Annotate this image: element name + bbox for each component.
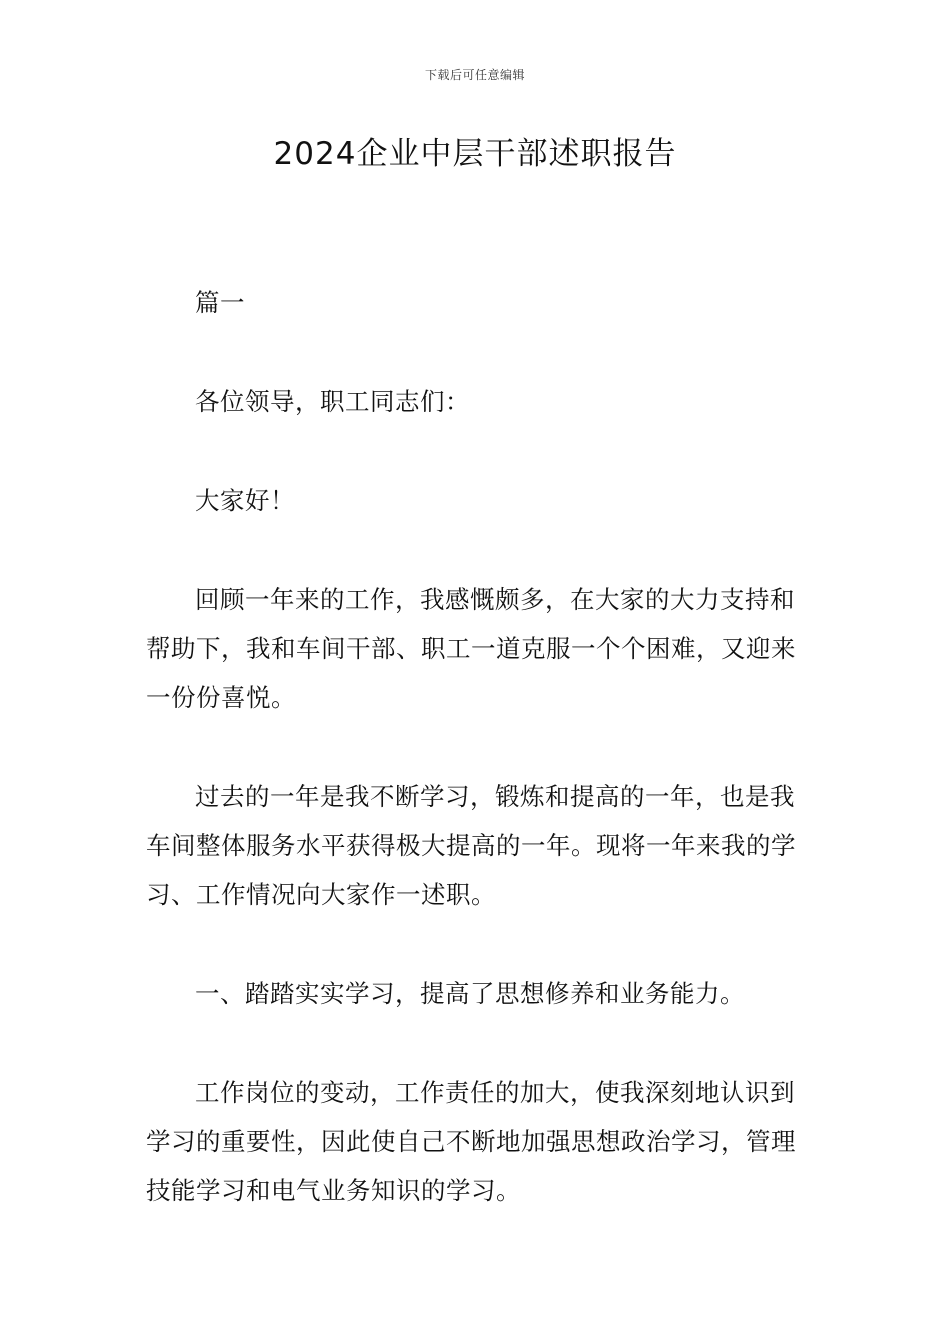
header-note: 下载后可任意编辑	[424, 68, 525, 82]
paragraph-salutation: 各位领导，职工同志们：	[195, 387, 470, 416]
paragraph-past-year: 过去的一年是我不断学习，锻炼和提高的一年，也是我车间整体服务水平获得极大提高的一年。现将一年来我的学习、工作情况向大家作一述职。	[146, 782, 796, 909]
paragraph-greeting: 大家好！	[195, 486, 295, 515]
paragraph-study: 工作岗位的变动，工作责任的加大，使我深刻地认识到学习的重要性，因此使自己不断地加强思想政治学习，管理技能学习和电气业务知识的学习。	[146, 1078, 796, 1205]
paragraph-section-label: 篇一	[195, 288, 245, 317]
paragraph-heading-one: 一、踏踏实实学习，提高了思想修养和业务能力。	[195, 979, 745, 1008]
paragraph-review: 回顾一年来的工作，我感慨颇多，在大家的大力支持和帮助下，我和车间干部、职工一道克服一个个困难，又迎来一份份喜悦。	[146, 585, 796, 712]
document-title: 2024企业中层干部述职报告	[273, 136, 677, 172]
document-body	[146, 278, 811, 1265]
